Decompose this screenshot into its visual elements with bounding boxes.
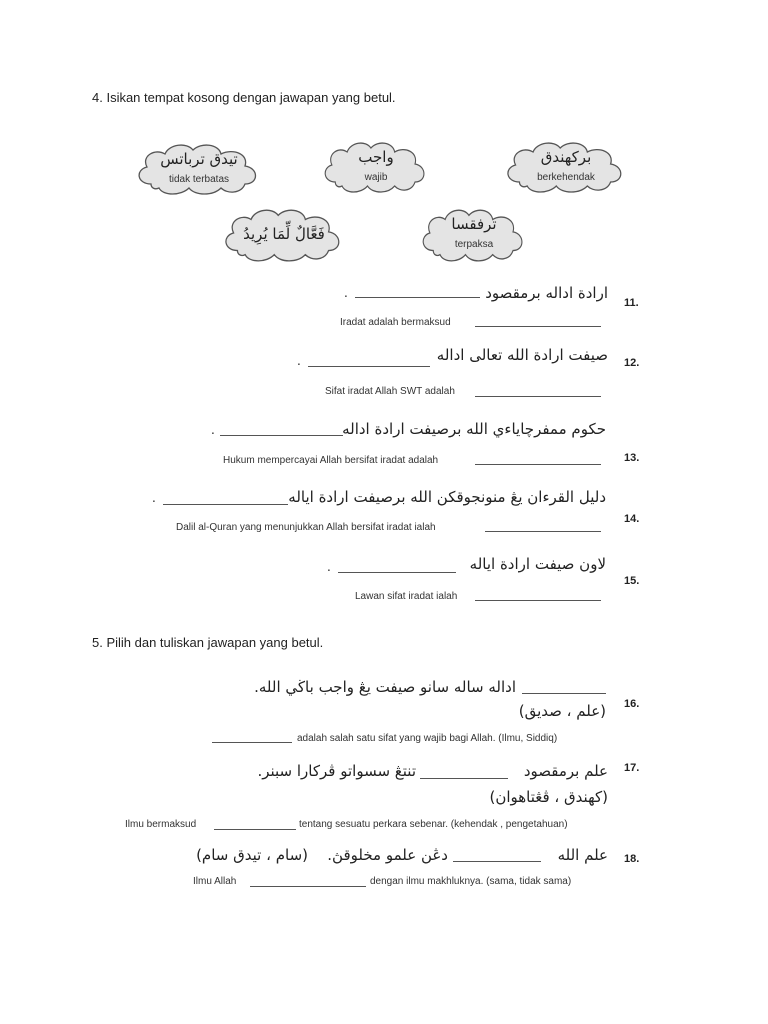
cloud-rumi: berkehendak bbox=[537, 172, 595, 183]
question-jawi: علم الله bbox=[557, 846, 608, 864]
section-5-heading: 5. Pilih dan tuliskan jawapan yang betul. bbox=[92, 635, 324, 650]
question-jawi: اداله ساله سانو صيفت يڠ واجب باڬي الله. bbox=[254, 678, 516, 696]
cloud-berkehendak bbox=[502, 138, 630, 196]
question-rumi: Lawan sifat iradat ialah bbox=[355, 591, 458, 602]
question-rumi: tentang sesuatu perkara sebenar. (kehendak , pengetahuan) bbox=[299, 819, 568, 830]
answer-blank-rumi[interactable] bbox=[250, 886, 366, 887]
question-rumi: Sifat iradat Allah SWT adalah bbox=[325, 386, 455, 397]
answer-blank-jawi[interactable] bbox=[338, 572, 456, 573]
answer-blank-jawi[interactable] bbox=[420, 778, 508, 779]
question-jawi-options: (علم ، صديق) bbox=[518, 702, 606, 720]
cloud-terpaksa bbox=[418, 205, 530, 265]
period: . bbox=[344, 286, 348, 300]
period: . bbox=[211, 423, 215, 437]
period: . bbox=[327, 560, 331, 574]
question-number: 16. bbox=[624, 698, 640, 710]
question-number: 13. bbox=[624, 452, 640, 464]
question-number: 15. bbox=[624, 575, 640, 587]
question-jawi: علم برمقصود bbox=[523, 762, 608, 780]
question-rumi: Iradat adalah bermaksud bbox=[340, 317, 451, 328]
cloud-jawi: فَعَّالٌ لِّمَا يُرِيدُ bbox=[243, 225, 325, 243]
cloud-jawi: بركهندق bbox=[540, 148, 592, 166]
answer-blank-jawi[interactable] bbox=[308, 366, 430, 367]
cloud-jawi: تيدق ترباتس bbox=[160, 150, 238, 168]
question-number: 12. bbox=[624, 357, 640, 369]
question-rumi: Dalil al-Quran yang menunjukkan Allah bersifat iradat ialah bbox=[176, 522, 436, 533]
question-rumi-prefix: Ilmu Allah bbox=[193, 876, 237, 887]
section-4-heading: 4. Isikan tempat kosong dengan jawapan yang betul. bbox=[92, 90, 396, 105]
answer-blank-jawi[interactable] bbox=[163, 504, 288, 505]
question-jawi: ارادة اداله برمقصود bbox=[485, 284, 608, 302]
question-number: 14. bbox=[624, 513, 640, 525]
answer-blank-rumi[interactable] bbox=[475, 600, 601, 601]
question-jawi-rest: دڠن علمو مخلوقڽ. bbox=[327, 846, 448, 864]
answer-blank-rumi[interactable] bbox=[214, 829, 296, 830]
cloud-rumi: tidak terbatas bbox=[168, 174, 230, 185]
period: . bbox=[152, 491, 156, 505]
cloud-faalul-lima-yurid bbox=[220, 205, 348, 265]
question-number: 11. bbox=[624, 297, 639, 309]
cloud-shape bbox=[320, 138, 432, 196]
cloud-rumi: terpaksa bbox=[454, 239, 494, 250]
question-rumi-prefix: Ilmu bermaksud bbox=[125, 819, 197, 830]
question-jawi-options: (كهندق ، ڤڠتاهوان) bbox=[489, 788, 608, 806]
question-rumi: Hukum mempercayai Allah bersifat iradat adalah bbox=[223, 455, 439, 466]
question-number: 18. bbox=[624, 853, 640, 865]
cloud-shape bbox=[133, 140, 265, 198]
answer-blank-rumi[interactable] bbox=[475, 326, 601, 327]
cloud-jawi: ترفقسا bbox=[451, 215, 497, 233]
cloud-wajib bbox=[320, 138, 432, 196]
question-jawi: دليل القرءان يڠ منونجوقكن الله برصيفت ارادة اياله bbox=[288, 488, 606, 506]
question-jawi: صيفت ارادة الله تعالى اداله bbox=[436, 346, 608, 364]
question-jawi-rest: تنتڠ سسواتو ڤركارا سبنر. bbox=[257, 762, 416, 780]
answer-blank-rumi[interactable] bbox=[475, 464, 601, 465]
cloud-rumi: wajib bbox=[364, 172, 388, 183]
question-rumi: adalah salah satu sifat yang wajib bagi Allah. (Ilmu, Siddiq) bbox=[297, 733, 558, 744]
answer-blank-rumi[interactable] bbox=[485, 531, 601, 532]
period: . bbox=[297, 354, 301, 368]
cloud-shape bbox=[502, 138, 630, 196]
answer-blank-rumi[interactable] bbox=[212, 742, 292, 743]
cloud-shape bbox=[418, 205, 530, 265]
cloud-tidak-terbatas bbox=[133, 140, 265, 198]
question-rumi: dengan ilmu makhluknya. (sama, tidak sama) bbox=[370, 876, 572, 887]
answer-blank-rumi[interactable] bbox=[475, 396, 601, 397]
question-jawi: حکوم ممفرچاياءي الله برصيفت ارادة اداله bbox=[342, 420, 606, 438]
question-number: 17. bbox=[624, 762, 640, 774]
answer-blank-jawi[interactable] bbox=[453, 861, 541, 862]
answer-blank-jawi[interactable] bbox=[522, 693, 606, 694]
answer-blank-jawi[interactable] bbox=[220, 435, 343, 436]
cloud-jawi: واجب bbox=[358, 148, 394, 166]
question-jawi-options: (سام ، تيدق سام) bbox=[196, 846, 308, 864]
answer-blank-jawi[interactable] bbox=[355, 297, 480, 298]
question-jawi: لاون صيفت ارادة اياله bbox=[469, 555, 606, 573]
